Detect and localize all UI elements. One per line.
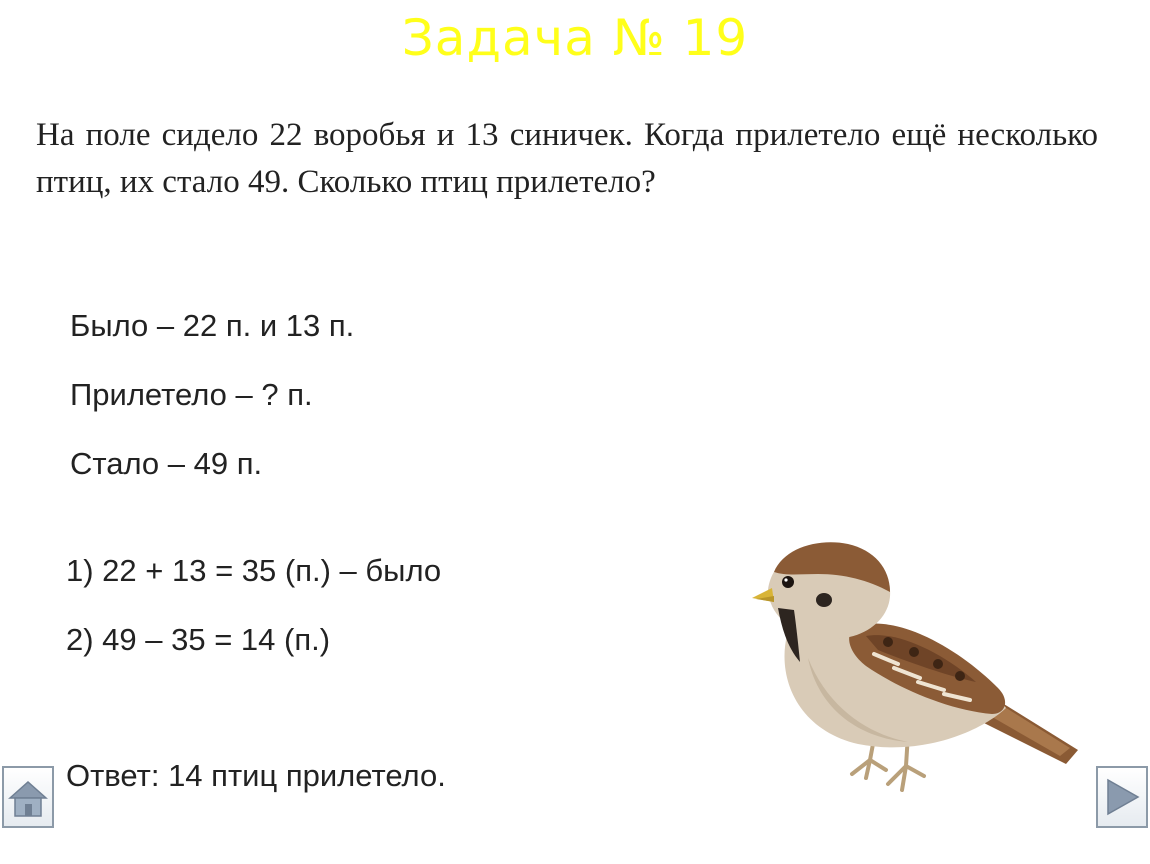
sparrow-image — [748, 538, 1084, 800]
next-slide-button[interactable] — [1096, 766, 1148, 828]
solution-step-1: 1) 22 + 13 = 35 (п.) – было — [66, 553, 442, 588]
slide-title: Задача № 19 — [401, 9, 749, 67]
answer-text: Ответ: 14 птиц прилетело. — [66, 758, 446, 793]
play-right-icon — [1098, 768, 1146, 826]
condition-arrived: Прилетело – ? п. — [70, 377, 313, 412]
solution-step-2: 2) 49 – 35 = 14 (п.) — [66, 622, 331, 657]
home-button[interactable] — [2, 766, 54, 828]
condition-was: Было – 22 п. и 13 п. — [70, 308, 355, 343]
condition-became: Стало – 49 п. — [70, 446, 263, 481]
problem-text: На поле сидело 22 воробья и 13 синичек. Когда прилетело ещё несколько птиц, их стало 49. Сколько птиц прилетело? — [36, 117, 1098, 200]
home-icon — [4, 768, 52, 826]
